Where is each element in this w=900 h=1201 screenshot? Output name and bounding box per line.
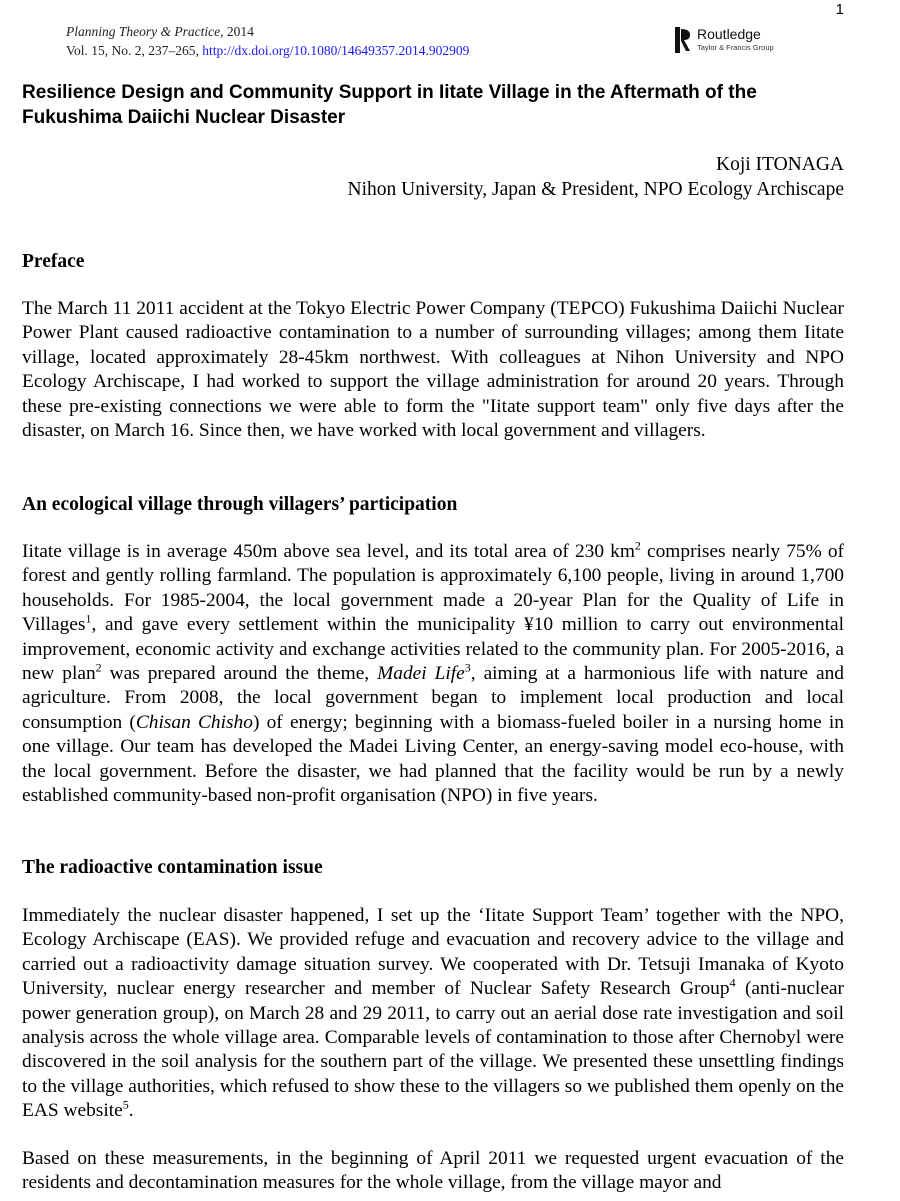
paper-title: Resilience Design and Community Support in Iitate Village in the Aftermath of the Fukushima Daiichi Nuclear Disaster — [22, 82, 757, 128]
page-number: 1 — [835, 1, 844, 18]
section-heading-preface: Preface — [22, 251, 85, 272]
journal-volume: Vol. 15, No. 2, 237–265, — [66, 43, 203, 58]
footnote-ref[interactable]: 3 — [464, 660, 471, 675]
footnote-ref[interactable]: 1 — [85, 611, 92, 626]
journal-citation — [66, 22, 469, 60]
doi-link[interactable]: http://dx.doi.org/10.1080/14649357.2014.902909 — [202, 43, 470, 58]
publisher-group: Taylor & Francis Group — [697, 43, 774, 52]
journal-name: Planning Theory & Practice, — [66, 24, 224, 39]
publisher-name: Routledge — [697, 26, 761, 42]
journal-line-1 — [66, 22, 469, 41]
section-heading-ecological-village: An ecological village through villagers’ participation — [22, 494, 458, 515]
journal-year: 2014 — [223, 24, 254, 39]
publisher-block — [675, 27, 774, 53]
paragraph-preface: The March 11 2011 accident at the Tokyo Electric Power Company (TEPCO) Fukushima Daiichi Nuclear Power Plant caused radioactive contamination to a number of surrounding villages; among them Iitate village, located approximately 28-45km northwest. With colleagues at Nihon University and NPO Ecology Archiscape, I had worked to support the village administration for around 20 years. Through these pre-existing connections we were able to form the "Iitate support team" only five days after the disaster, on March 16. Since then, we have worked with local government and villagers. — [22, 298, 844, 442]
paragraph-measurements: Based on these measurements, in the beginning of April 2011 we requested urgent evacuation of the residents and decontamination measures for the whole village, from the village mayor and — [22, 1148, 844, 1194]
author-name: Koji ITONAGA — [715, 154, 844, 175]
journal-line-2 — [66, 41, 469, 60]
section-heading-radioactive-contamination: The radioactive contamination issue — [22, 857, 323, 878]
footnote-ref[interactable]: 2 — [95, 660, 102, 675]
paragraph-radioactive-contamination: Immediately the nuclear disaster happened, I set up the ‘Iitate Support Team’ together with the NPO, Ecology Archiscape (EAS). We provided refuge and evacuation and recovery advice to the village and carried out a radioactivity damage situation survey. We cooperated with Dr. Tetsuji Imanaka of Kyoto University, nuclear energy researcher and member of Nuclear Safety Research Group$^4$ (anti-nuclear power generation group), on March 28 and 29 2011, to carry out an aerial dose rate investigation and soil analysis across the whole village area. Comparable levels of contamination to those after Chernobyl were discovered in the soil analysis for the southern part of the village. We presented these unsettling findings to the village authorities, which refused to show these to the villagers so we published them openly on the EAS website$^5$. — [22, 905, 844, 1122]
author-affiliation: Nihon University, Japan & President, NPO Ecology Archiscape — [347, 179, 844, 200]
footnote-ref[interactable]: 4 — [729, 975, 736, 990]
routledge-logo-icon — [675, 27, 691, 53]
footnote-ref[interactable]: 5 — [122, 1097, 129, 1112]
author-block — [348, 152, 844, 202]
superscript: 2 — [634, 538, 641, 553]
paragraph-ecological-village: Iitate village is in average 450m above sea level, and its total area of 230 $km^2$ comprises nearly 75% of forest and gently rolling farmland. The population is approximately 6,100 people, living in around 1,700 households. For 1985-2004, the local government made a 20-year Plan for the Quality of Life in Villages$^1$, and gave every settlement within the municipality ¥10 million to carry out environmental improvement, economic activity and exchange activities related to the community plan. For 2005-2016, a new plan$^2$ was prepared around the theme, Madei Life$^3$, aiming at a harmonious life with nature and agriculture. From 2008, the local government began to implement local production and local consumption (Chisan Chisho) of energy; beginning with a biomass-fueled boiler in a nursing home in one village. Our team has developed the Madei Living Center, an energy-saving model eco-house, with the local government. Before the disaster, we had planned that the facility would be run by a newly established community-based non-profit organisation (NPO) in five years. — [22, 538, 844, 807]
